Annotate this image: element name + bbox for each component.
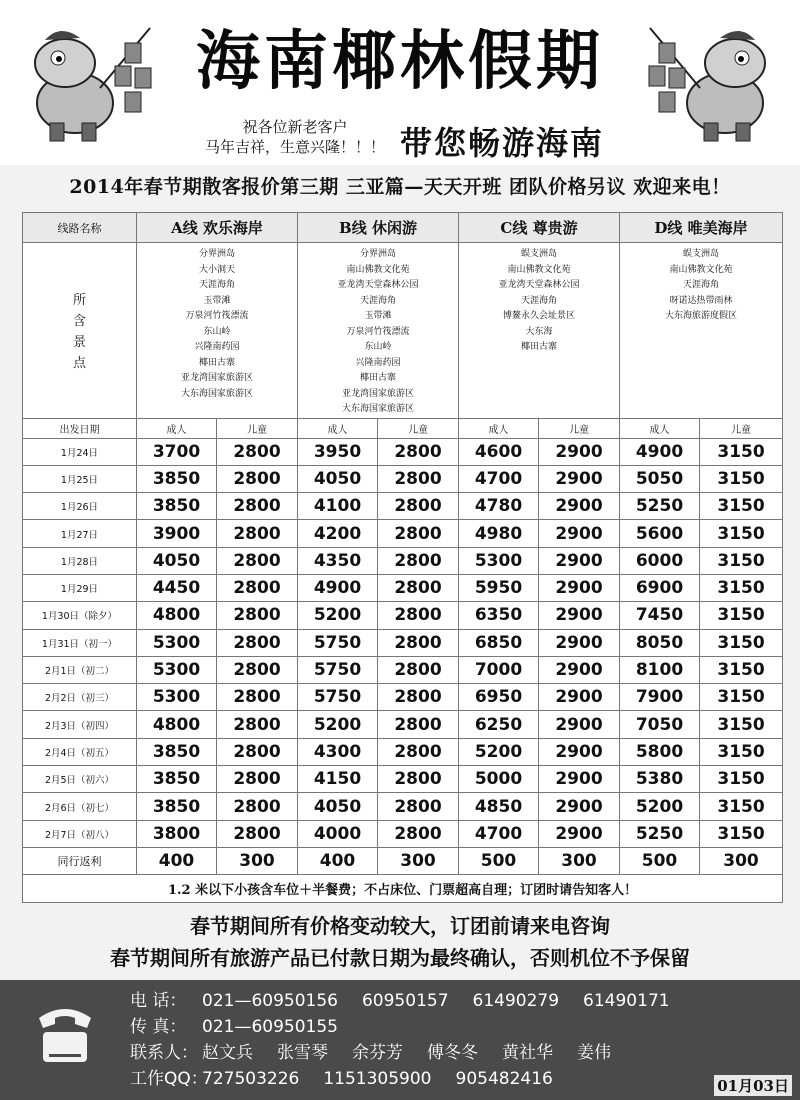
adult-price: 4450 (137, 574, 217, 601)
price-row (23, 629, 783, 656)
adult-price: 4700 (459, 465, 539, 492)
child-price: 3150 (700, 820, 783, 847)
adult-price: 4100 (298, 493, 378, 520)
adult-price: 3850 (137, 766, 217, 793)
child-price: 2900 (539, 493, 620, 520)
adult-price: 5200 (459, 738, 539, 765)
child-price: 3150 (700, 465, 783, 492)
route-header-row (23, 213, 783, 243)
child-price: 2800 (217, 629, 298, 656)
contact-person: 黄社华 (502, 1043, 553, 1063)
adult-price: 3850 (137, 493, 217, 520)
firecracker-icon (649, 43, 685, 112)
child-price: 3150 (700, 547, 783, 574)
price-row (23, 656, 783, 683)
booking-notices (0, 910, 800, 974)
departure-date: 1月26日 (23, 493, 137, 520)
route-a-spots (137, 243, 298, 419)
adult-label: 成人 (298, 418, 378, 438)
rebate-value: 300 (378, 847, 459, 874)
spot-item: 天涯海角 (683, 280, 720, 290)
child-price: 2900 (539, 465, 620, 492)
price-table (22, 212, 783, 903)
child-price: 2800 (217, 547, 298, 574)
spot-item: 蜈支洲岛 (683, 249, 720, 259)
price-row (23, 820, 783, 847)
adult-price: 5000 (459, 766, 539, 793)
child-price: 2800 (217, 820, 298, 847)
child-policy-note-row (23, 874, 783, 902)
departure-date: 2月1日（初二） (23, 656, 137, 683)
child-price: 2900 (539, 711, 620, 738)
child-price: 2800 (378, 738, 459, 765)
adult-price: 5750 (298, 656, 378, 683)
qq-line: 工作QQ：727503226 1151305900 905482416 (130, 1069, 553, 1089)
child-price: 2800 (378, 793, 459, 820)
price-row (23, 520, 783, 547)
rebate-value: 500 (620, 847, 700, 874)
price-row (23, 602, 783, 629)
qq-number: 727503226 (202, 1069, 300, 1089)
child-policy-note: 1.2 米以下小孩含车位＋半餐费；不占床位、门票超高自理；订团时请告知客人！ (23, 874, 783, 902)
horse-mascot-icon (20, 18, 170, 148)
horse-mascot-icon (630, 18, 780, 148)
child-price: 3150 (700, 629, 783, 656)
adult-price: 4700 (459, 820, 539, 847)
spot-item: 大东海国家旅游区 (341, 404, 414, 414)
contact-person: 姜伟 (577, 1043, 611, 1063)
child-price: 3150 (700, 766, 783, 793)
child-price: 2800 (378, 711, 459, 738)
child-price: 2800 (217, 602, 298, 629)
spot-item: 大东海国家旅游区 (180, 388, 253, 399)
spot-item: 亚龙湾国家旅游区 (180, 373, 253, 383)
price-row (23, 547, 783, 574)
child-label: 儿童 (217, 418, 298, 438)
child-price: 2800 (217, 766, 298, 793)
adult-price: 4050 (298, 793, 378, 820)
adult-price: 4780 (459, 493, 539, 520)
notice-line: 春节期间所有价格变动较大，订团前请来电咨询 (190, 914, 610, 938)
route-b-title: B线 休闲游 (298, 213, 459, 243)
adult-price: 4300 (298, 738, 378, 765)
adult-price: 7000 (459, 656, 539, 683)
spot-item: 亚龙湾天堂森林公园 (337, 280, 419, 290)
spot-item: 呀诺达热带雨林 (669, 295, 733, 306)
rebate-value: 300 (217, 847, 298, 874)
adult-price: 5750 (298, 629, 378, 656)
departure-date: 2月7日（初八） (23, 820, 137, 847)
adult-price: 3900 (137, 520, 217, 547)
adult-price: 5250 (620, 493, 700, 520)
child-price: 2800 (217, 711, 298, 738)
child-price: 2800 (217, 684, 298, 711)
child-price: 2900 (539, 520, 620, 547)
spot-item: 蜈支洲岛 (521, 249, 558, 259)
price-row (23, 493, 783, 520)
price-row (23, 793, 783, 820)
contact-person: 张雪琴 (277, 1043, 328, 1063)
adult-price: 4800 (137, 711, 217, 738)
child-price: 2800 (378, 574, 459, 601)
spot-item: 南山佛教文化苑 (507, 264, 571, 275)
child-label: 儿童 (539, 418, 620, 438)
adult-price: 4850 (459, 793, 539, 820)
adult-price: 6950 (459, 684, 539, 711)
adult-label: 成人 (137, 418, 217, 438)
spot-item: 亚龙湾国家旅游区 (341, 388, 414, 399)
phone-number[interactable]: 61490171 (583, 991, 670, 1011)
adult-price: 7050 (620, 711, 700, 738)
telephone-icon (35, 1002, 95, 1068)
child-price: 2800 (217, 520, 298, 547)
phone-line: 电 话： 021—60950156 60950157 61490279 61490171 (130, 991, 670, 1011)
route-c-title: C线 尊贵游 (459, 213, 620, 243)
price-row (23, 438, 783, 465)
child-price: 3150 (700, 520, 783, 547)
adult-price: 3850 (137, 738, 217, 765)
adult-price: 5300 (137, 656, 217, 683)
adult-label: 成人 (459, 418, 539, 438)
adult-price: 5050 (620, 465, 700, 492)
spot-item: 天涯海角 (521, 295, 558, 306)
child-label: 儿童 (700, 418, 783, 438)
adult-price: 5300 (459, 547, 539, 574)
adult-price: 6350 (459, 602, 539, 629)
adult-price: 5200 (620, 793, 700, 820)
adult-price: 5250 (620, 820, 700, 847)
phone-number[interactable]: 021—60950156 (202, 991, 338, 1011)
departure-date: 2月4日（初五） (23, 738, 137, 765)
adult-price: 3700 (137, 438, 217, 465)
spot-item: 天涯海角 (359, 295, 396, 306)
price-row (23, 766, 783, 793)
adult-price: 6900 (620, 574, 700, 601)
spot-item: 大东海旅游度假区 (665, 311, 738, 321)
child-price: 2800 (217, 656, 298, 683)
price-row (23, 711, 783, 738)
qq-number: 905482416 (455, 1069, 553, 1089)
child-price: 2900 (539, 629, 620, 656)
spot-item: 博鳌永久会址景区 (503, 311, 576, 321)
price-subheader-row (23, 418, 783, 438)
adult-price: 7900 (620, 684, 700, 711)
child-price: 2800 (378, 684, 459, 711)
rebate-label: 同行返利 (23, 847, 137, 874)
adult-price: 5600 (620, 520, 700, 547)
adult-price: 5200 (298, 602, 378, 629)
spot-item: 东山岭 (203, 326, 231, 337)
child-price: 2800 (378, 602, 459, 629)
spot-item: 大东海 (525, 326, 553, 337)
child-price: 2900 (539, 738, 620, 765)
spot-item: 万泉河竹筏漂流 (346, 326, 410, 337)
child-price: 2800 (217, 793, 298, 820)
child-price: 2900 (539, 793, 620, 820)
adult-price: 4050 (137, 547, 217, 574)
departure-date: 2月6日（初七） (23, 793, 137, 820)
adult-price: 3850 (137, 465, 217, 492)
departure-date: 1月25日 (23, 465, 137, 492)
route-a-title: A线 欢乐海岸 (137, 213, 298, 243)
contact-panel (0, 980, 800, 1100)
adult-price: 5800 (620, 738, 700, 765)
price-row (23, 738, 783, 765)
adult-price: 4350 (298, 547, 378, 574)
adult-price: 6850 (459, 629, 539, 656)
child-price: 3150 (700, 438, 783, 465)
spot-item: 南山佛教文化苑 (669, 264, 733, 275)
spot-item: 兴隆南药园 (355, 357, 401, 368)
rebate-value: 300 (700, 847, 783, 874)
adult-price: 4900 (620, 438, 700, 465)
child-price: 3150 (700, 493, 783, 520)
departure-date: 2月5日（初六） (23, 766, 137, 793)
contact-person: 傅冬冬 (427, 1043, 478, 1063)
child-price: 2800 (378, 520, 459, 547)
rebate-value: 500 (459, 847, 539, 874)
spot-item: 椰田古寨 (198, 357, 235, 368)
adult-price: 3950 (298, 438, 378, 465)
child-price: 2800 (217, 738, 298, 765)
greeting-text: 祝各位新老客户 马年吉祥，生意兴隆！！！ (204, 118, 385, 156)
phone-number[interactable]: 61490279 (472, 991, 560, 1011)
qq-number: 1151305900 (323, 1069, 432, 1089)
child-price: 3150 (700, 793, 783, 820)
notice-line: 春节期间所有旅游产品已付款日期为最终确认，否则机位不予保留 (110, 946, 690, 970)
adult-price: 8050 (620, 629, 700, 656)
child-label: 儿童 (378, 418, 459, 438)
child-price: 2900 (539, 602, 620, 629)
contact-details (130, 988, 694, 1092)
adult-price: 4000 (298, 820, 378, 847)
adult-price: 4900 (298, 574, 378, 601)
adult-price: 5750 (298, 684, 378, 711)
child-price: 2900 (539, 766, 620, 793)
child-price: 2800 (378, 820, 459, 847)
child-price: 2900 (539, 574, 620, 601)
adult-price: 3850 (137, 793, 217, 820)
child-price: 2800 (378, 465, 459, 492)
slogan: 带您畅游海南 (400, 124, 605, 162)
adult-price: 4150 (298, 766, 378, 793)
contact-person: 余芬芳 (352, 1043, 403, 1063)
departure-date: 1月30日（除夕） (23, 602, 137, 629)
spot-item: 万泉河竹筏漂流 (185, 311, 249, 321)
header-banner (0, 0, 800, 165)
spot-item: 兴隆南药园 (194, 342, 240, 352)
adult-price: 4600 (459, 438, 539, 465)
adult-price: 5300 (137, 629, 217, 656)
adult-price: 4200 (298, 520, 378, 547)
adult-label: 成人 (620, 418, 700, 438)
child-price: 2800 (378, 656, 459, 683)
route-d-title: D线 唯美海岸 (620, 213, 783, 243)
spot-item: 大小洞天 (198, 264, 235, 275)
departure-date: 1月27日 (23, 520, 137, 547)
route-d-spots (620, 243, 783, 419)
child-price: 3150 (700, 738, 783, 765)
child-price: 2800 (378, 629, 459, 656)
price-list-subtitle: 2014年春节期散客报价第三期 三亚篇—天天开班 团队价格另议 欢迎来电！ (69, 176, 731, 198)
spot-item: 分界洲岛 (198, 249, 235, 259)
route-b-spots (298, 243, 459, 419)
departure-date: 1月28日 (23, 547, 137, 574)
spot-item: 天涯海角 (198, 280, 235, 290)
spot-item: 亚龙湾天堂森林公园 (498, 280, 580, 290)
adult-price: 6000 (620, 547, 700, 574)
child-price: 2800 (217, 465, 298, 492)
phone-number[interactable]: 60950157 (361, 991, 449, 1011)
child-price: 2900 (539, 547, 620, 574)
spot-item: 东山岭 (364, 342, 392, 352)
adult-price: 5300 (137, 684, 217, 711)
departure-date: 2月2日（初三） (23, 684, 137, 711)
included-spots-label: 所 含 景 点 (23, 243, 137, 419)
child-price: 2800 (378, 766, 459, 793)
spot-item: 玉带滩 (203, 295, 231, 306)
child-price: 2900 (539, 684, 620, 711)
rebate-value: 400 (137, 847, 217, 874)
child-price: 3150 (700, 602, 783, 629)
fax-line: 传 真： 021—60950155 (130, 1017, 338, 1037)
rebate-value: 400 (298, 847, 378, 874)
adult-price: 8100 (620, 656, 700, 683)
spot-item: 分界洲岛 (359, 249, 396, 259)
departure-date: 1月29日 (23, 574, 137, 601)
price-row (23, 684, 783, 711)
spot-item: 椰田古寨 (521, 342, 558, 352)
departure-date: 2月3日（初四） (23, 711, 137, 738)
page-title: 海南椰林假期 (196, 24, 604, 99)
adult-price: 5950 (459, 574, 539, 601)
child-price: 2800 (217, 574, 298, 601)
firecracker-icon (115, 43, 151, 112)
child-price: 2900 (539, 820, 620, 847)
child-price: 3150 (700, 574, 783, 601)
issue-date: 01月03日 (714, 1075, 792, 1096)
child-price: 3150 (700, 711, 783, 738)
adult-price: 4800 (137, 602, 217, 629)
child-price: 2800 (378, 547, 459, 574)
included-spots-row (23, 243, 783, 419)
fax-number: 021—60950155 (202, 1017, 338, 1037)
spot-item: 玉带滩 (364, 311, 392, 321)
adult-price: 4050 (298, 465, 378, 492)
price-row (23, 574, 783, 601)
contact-person: 赵文兵 (202, 1043, 253, 1063)
rebate-value: 300 (539, 847, 620, 874)
child-price: 3150 (700, 656, 783, 683)
child-price: 3150 (700, 684, 783, 711)
route-c-spots (459, 243, 620, 419)
child-price: 2900 (539, 438, 620, 465)
child-price: 2800 (217, 493, 298, 520)
route-name-label: 线路名称 (23, 213, 137, 243)
child-price: 2800 (378, 438, 459, 465)
adult-price: 5380 (620, 766, 700, 793)
child-price: 2800 (378, 493, 459, 520)
rebate-row (23, 847, 783, 874)
child-price: 2800 (217, 438, 298, 465)
price-row (23, 465, 783, 492)
spot-item: 椰田古寨 (359, 373, 396, 383)
departure-date: 1月31日（初一） (23, 629, 137, 656)
adult-price: 7450 (620, 602, 700, 629)
contacts-line: 联系人： 赵文兵 张雪琴 余芬芳 傅冬冬 黄社华 姜伟 (130, 1043, 611, 1063)
adult-price: 4980 (459, 520, 539, 547)
departure-date-label: 出发日期 (23, 418, 137, 438)
adult-price: 6250 (459, 711, 539, 738)
departure-date: 1月24日 (23, 438, 137, 465)
adult-price: 5200 (298, 711, 378, 738)
spot-item: 南山佛教文化苑 (346, 264, 410, 275)
adult-price: 3800 (137, 820, 217, 847)
price-table-container (22, 212, 782, 903)
child-price: 2900 (539, 656, 620, 683)
